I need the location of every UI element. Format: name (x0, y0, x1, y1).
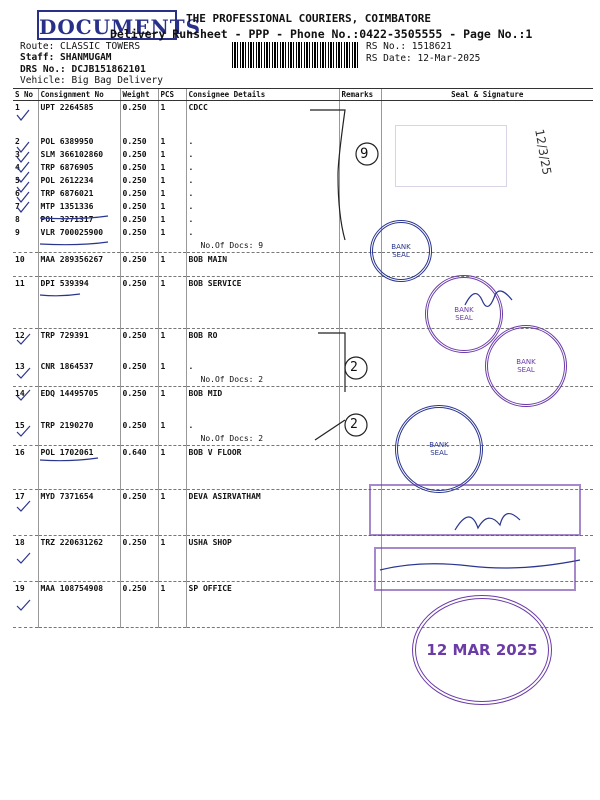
pcs-cell: 1 (158, 252, 186, 276)
pcs-cell: 1 (158, 148, 186, 161)
table-row (13, 445, 593, 489)
table-row (13, 226, 593, 239)
remarks-cell (339, 135, 381, 148)
col-seal: Seal & Signature (381, 89, 593, 101)
company-name: THE PROFESSIONAL COURIERS, COIMBATORE (186, 12, 432, 25)
bank-seal-2: BANK SEAL (425, 275, 503, 353)
consignee-cell: . (186, 419, 339, 432)
remarks-cell (339, 360, 381, 373)
docs-row-cell (339, 432, 381, 446)
pcs-cell: 1 (158, 135, 186, 148)
sno-cell: 6 (15, 188, 20, 198)
remarks-cell (339, 161, 381, 174)
sno-cell: 12 (15, 330, 25, 340)
docs-row-cell (13, 373, 38, 387)
consignment-cell: MYD 7371654 (38, 489, 120, 535)
remarks-cell (339, 200, 381, 213)
col-pcs: PCS (158, 89, 186, 101)
consignee-cell: . (186, 213, 339, 226)
pcs-cell: 1 (158, 445, 186, 489)
vehicle-text: Vehicle: Big Bag Delivery (20, 75, 163, 86)
pcs-cell: 1 (158, 535, 186, 581)
sno-cell: 8 (15, 214, 20, 224)
col-consignee: Consignee Details (186, 89, 339, 101)
date-stamp-text: 12 MAR 2025 (426, 641, 538, 659)
pcs-cell: 1 (158, 328, 186, 360)
bank-seal-4: BANK SEAL (395, 405, 483, 493)
docs-row-cell (13, 239, 38, 253)
docs-row-cell (38, 373, 120, 387)
consignee-cell: . (186, 135, 339, 148)
weight-cell: 0.250 (120, 535, 158, 581)
remarks-cell (339, 174, 381, 187)
table-row (13, 148, 593, 161)
consignee-cell: BOB SERVICE (186, 276, 339, 328)
consignment-cell: POL 1702061 (38, 445, 120, 489)
remarks-cell (339, 535, 381, 581)
pcs-cell: 1 (158, 226, 186, 239)
weight-cell: 0.250 (120, 226, 158, 239)
weight-cell: 0.250 (120, 174, 158, 187)
docs-row-cell (13, 432, 38, 446)
consignee-cell: CDCC (186, 101, 339, 135)
table-row (13, 161, 593, 174)
consignee-cell: . (186, 360, 339, 373)
pcs-cell: 1 (158, 101, 186, 135)
table-row (13, 489, 593, 535)
sno-cell: 14 (15, 389, 25, 398)
weight-cell: 0.250 (120, 101, 158, 135)
consignment-cell: MAA 289356267 (38, 252, 120, 276)
docs-row-cell (158, 239, 186, 253)
seal-cell (381, 535, 593, 581)
table-row (13, 419, 593, 432)
seal-cell (381, 174, 593, 187)
date-stamp (412, 595, 552, 705)
consignment-cell: TRP 6876905 (38, 161, 120, 174)
consignee-cell: . (186, 200, 339, 213)
docs-row-cell (120, 239, 158, 253)
weight-cell: 0.250 (120, 581, 158, 627)
circle-2b-text: 2 (350, 417, 358, 432)
docs-row-cell (158, 373, 186, 387)
docs-count-row (13, 432, 593, 446)
col-remarks: Remarks (339, 89, 381, 101)
documents-stamp: DOCUMENTS (37, 10, 177, 40)
drs-number: DRS No.: DCJB151862101 (20, 64, 146, 75)
table-row (13, 187, 593, 200)
consignment-cell: TRP 2190270 (38, 419, 120, 432)
handwritten-date: 12/3/25 (532, 128, 555, 176)
weight-cell: 0.250 (120, 387, 158, 419)
pcs-cell: 1 (158, 419, 186, 432)
table-row (13, 535, 593, 581)
sno-cell: 19 (13, 581, 38, 627)
remarks-cell (339, 489, 381, 535)
consignment-cell: SLM 366102860 (38, 148, 120, 161)
consignment-cell: MTP 1351336 (38, 200, 120, 213)
docs-count: No.Of Docs: 2 (186, 373, 339, 387)
pcs-cell: 1 (158, 161, 186, 174)
table-header-row (13, 89, 593, 101)
col-weight: Weight (120, 89, 158, 101)
docs-row-cell (158, 432, 186, 446)
consignment-cell: POL 2612234 (38, 174, 120, 187)
circle-9-text: 9 (360, 146, 369, 162)
sno-cell: 5 (15, 175, 20, 185)
sno-cell: 16 (13, 445, 38, 489)
sno-cell: 18 (13, 535, 38, 581)
consignment-cell: CNR 1864537 (38, 360, 120, 373)
weight-cell: 0.250 (120, 276, 158, 328)
sno-cell: 13 (15, 362, 25, 371)
rs-date: RS Date: 12-Mar-2025 (366, 53, 481, 64)
table-row (13, 252, 593, 276)
col-consignment: Consignment No (38, 89, 120, 101)
docs-count: No.Of Docs: 9 (186, 239, 339, 253)
route-text: Route: CLASSIC TOWERS (20, 41, 141, 52)
consignment-cell: MAA 108754908 (38, 581, 120, 627)
sno-cell: 7 (15, 201, 20, 211)
pcs-cell: 1 (158, 360, 186, 373)
seal-cell (381, 161, 593, 174)
seal-cell (381, 135, 593, 148)
consignment-cell: DPI 539394 (38, 276, 120, 328)
docs-row-cell (38, 239, 120, 253)
consignee-cell: BOB MID (186, 387, 339, 419)
consignee-cell: . (186, 161, 339, 174)
sno-cell: 2 (15, 136, 20, 146)
weight-cell: 0.250 (120, 489, 158, 535)
sno-cell: 1 (15, 103, 20, 112)
consignee-cell: . (186, 187, 339, 200)
weight-cell: 0.250 (120, 419, 158, 432)
sno-cell: 4 (15, 162, 20, 172)
consignment-cell: POL 3271317 (38, 213, 120, 226)
consignee-cell: BOB RO (186, 328, 339, 360)
pcs-cell: 1 (158, 276, 186, 328)
weight-cell: 0.250 (120, 135, 158, 148)
sno-cell: 11 (13, 276, 38, 328)
col-sno: S No (13, 89, 38, 101)
table-row (13, 213, 593, 226)
pcs-cell: 1 (158, 174, 186, 187)
remarks-cell (339, 213, 381, 226)
consignment-cell: VLR 700025900 (38, 226, 120, 239)
weight-cell: 0.250 (120, 200, 158, 213)
remarks-cell (339, 419, 381, 432)
pcs-cell: 1 (158, 581, 186, 627)
pcs-cell: 1 (158, 387, 186, 419)
seal-cell (381, 148, 593, 161)
rs-number: RS No.: 1518621 (366, 41, 452, 52)
weight-cell: 0.250 (120, 187, 158, 200)
weight-cell: 0.250 (120, 213, 158, 226)
seal-cell (381, 187, 593, 200)
table-row (13, 174, 593, 187)
table-row (13, 135, 593, 148)
table-row (13, 101, 593, 135)
consignment-cell: UPT 2264585 (38, 101, 120, 135)
seal-cell (381, 200, 593, 213)
consignee-cell: . (186, 148, 339, 161)
consignment-cell: POL 6389950 (38, 135, 120, 148)
weight-cell: 0.250 (120, 328, 158, 360)
docs-row-cell (120, 373, 158, 387)
barcode (232, 42, 360, 68)
docs-row-cell (339, 373, 381, 387)
remarks-cell (339, 328, 381, 360)
runsheet-title: Delivery Runsheet - PPP - Phone No.:0422-3505555 - Page No.:1 (110, 27, 533, 41)
consignment-cell: TRP 729391 (38, 328, 120, 360)
pcs-cell: 1 (158, 187, 186, 200)
consignee-cell: DEVA ASIRVATHAM (186, 489, 339, 535)
weight-cell: 0.250 (120, 360, 158, 373)
table-row (13, 276, 593, 328)
bank-seal-3: BANK SEAL (485, 325, 567, 407)
docs-row-cell (38, 432, 120, 446)
pcs-cell: 1 (158, 200, 186, 213)
docs-count-row (13, 239, 593, 253)
consignee-cell: . (186, 174, 339, 187)
remarks-cell (339, 101, 381, 135)
pcs-cell: 1 (158, 489, 186, 535)
table-row (13, 200, 593, 213)
weight-cell: 0.250 (120, 252, 158, 276)
consignee-cell: BOB MAIN (186, 252, 339, 276)
consignee-cell: USHA SHOP (186, 535, 339, 581)
sno-cell: 9 (15, 227, 20, 237)
bank-seal-1: BANK SEAL (370, 220, 432, 282)
pcs-cell: 1 (158, 213, 186, 226)
remarks-cell (339, 445, 381, 489)
remarks-cell (339, 581, 381, 627)
remarks-cell (339, 387, 381, 419)
consignment-cell: TRZ 220631262 (38, 535, 120, 581)
docs-row-cell (120, 432, 158, 446)
weight-cell: 0.250 (120, 161, 158, 174)
circle-2a-text: 2 (350, 360, 358, 375)
consignee-cell: BOB V FLOOR (186, 445, 339, 489)
weight-cell: 0.250 (120, 148, 158, 161)
docs-count: No.Of Docs: 2 (186, 432, 339, 446)
consignee-cell: SP OFFICE (186, 581, 339, 627)
consignment-cell: TRP 6876021 (38, 187, 120, 200)
sno-cell: 3 (15, 149, 20, 159)
remarks-cell (339, 187, 381, 200)
consignment-cell: EDQ 14495705 (38, 387, 120, 419)
staff-text: Staff: SHANMUGAM (20, 52, 112, 63)
remarks-cell (339, 148, 381, 161)
seal-cell (381, 489, 593, 535)
seal-cell (381, 101, 593, 135)
sno-cell: 10 (13, 252, 38, 276)
sno-cell: 17 (13, 489, 38, 535)
weight-cell: 0.640 (120, 445, 158, 489)
consignee-cell: . (186, 226, 339, 239)
remarks-cell (339, 276, 381, 328)
sno-cell: 15 (15, 420, 25, 430)
